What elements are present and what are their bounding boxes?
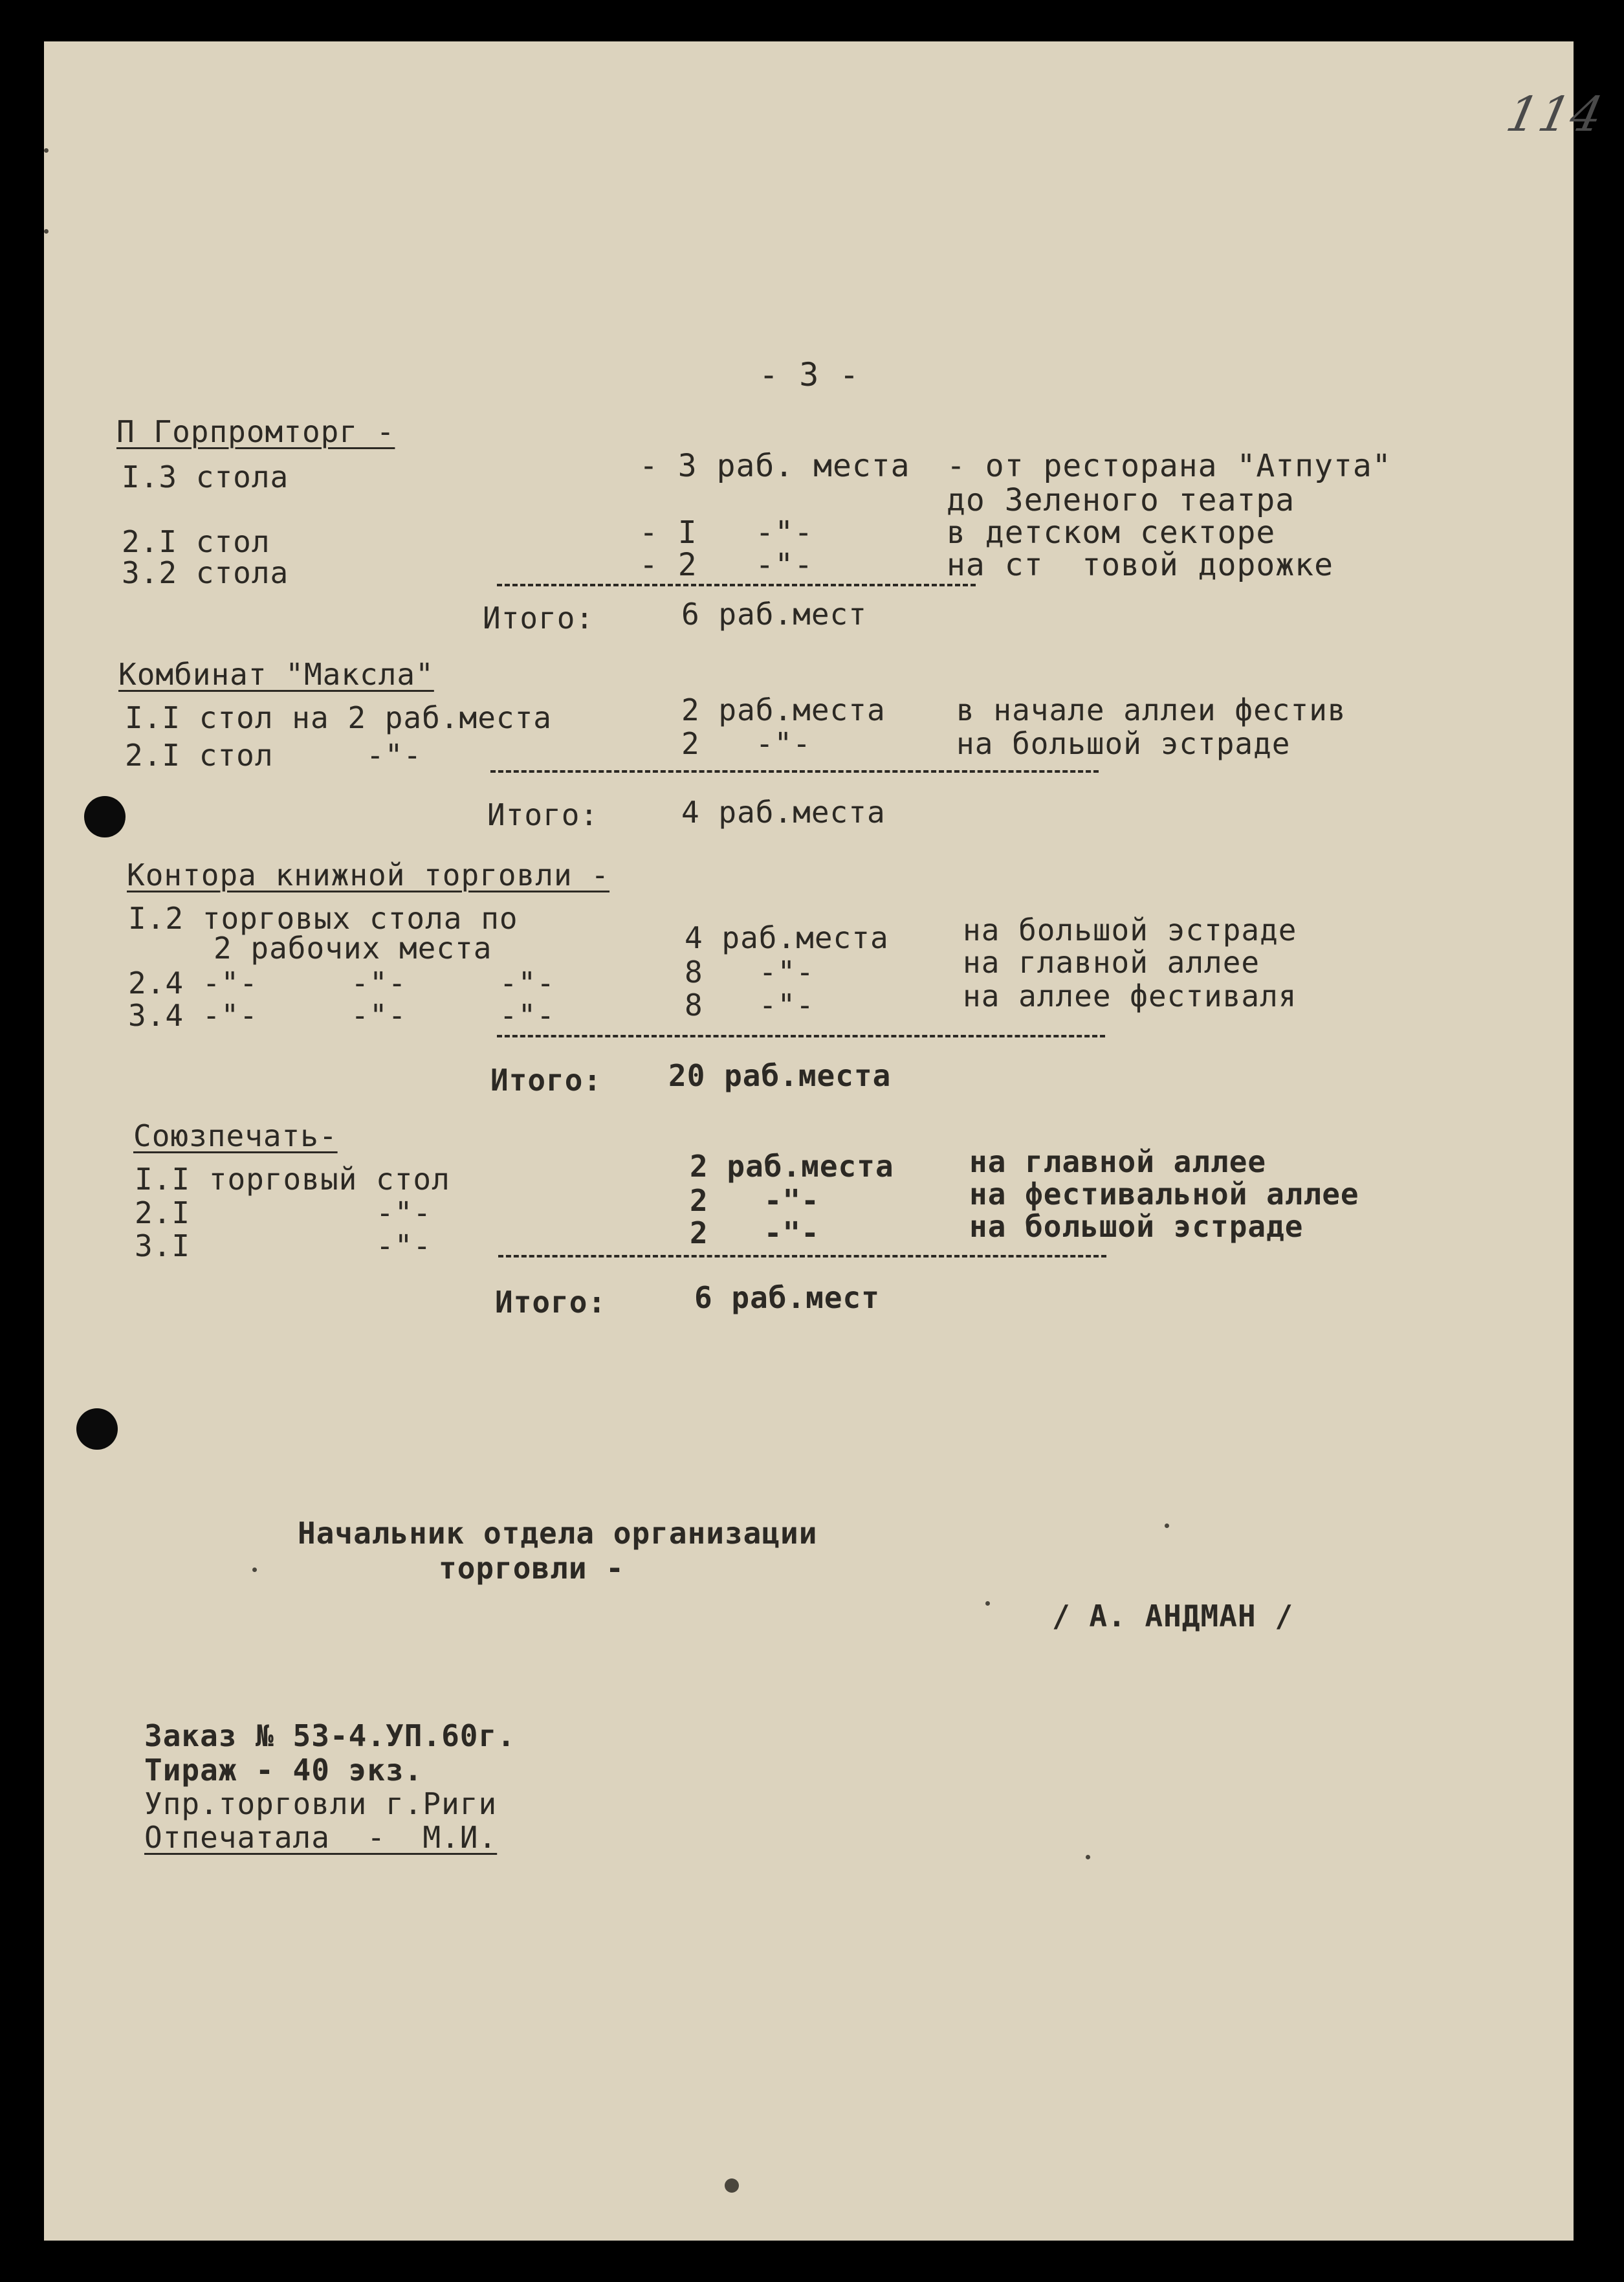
row-places: 2 раб.места <box>690 1149 894 1184</box>
row-location: на большой эстраде <box>956 726 1291 761</box>
row-location: на аллее фестиваля <box>963 979 1297 1014</box>
page-marker: - 3 - <box>759 356 860 393</box>
row-location: на ст товой дорожке <box>947 547 1333 583</box>
punch-hole <box>76 1408 118 1450</box>
section-title: Контора книжной торговли - <box>127 858 610 892</box>
footer-typed-by: Отпечатала - М.И. <box>144 1820 498 1855</box>
paper-speck <box>1086 1855 1090 1859</box>
row-location: на фестивальной аллее <box>969 1177 1359 1212</box>
row-item: 3.I -"- <box>135 1228 432 1263</box>
row-location: - от ресторана "Атпута" <box>947 448 1392 484</box>
row-places: 2 -"- <box>690 1215 820 1250</box>
section-title: Комбинат "Максла" <box>118 657 434 692</box>
separator-line <box>498 1255 1106 1257</box>
section-title: П Горпромторг - <box>116 414 395 449</box>
row-places: 2 раб.места <box>681 692 886 727</box>
row-places: - I -"- <box>639 515 814 551</box>
footer-order: Заказ № 53-4.УП.60г. <box>144 1718 516 1753</box>
document-page <box>44 41 1609 2241</box>
row-places: 8 -"- <box>685 955 815 990</box>
total-value: 6 раб.мест <box>681 597 867 632</box>
row-location: в начале аллеи фестив <box>956 692 1346 727</box>
row-item: 2.I стол <box>122 524 270 559</box>
signatory-title: Начальник отдела организации <box>298 1516 818 1551</box>
footer-print-run: Тираж - 40 экз. <box>144 1753 423 1788</box>
row-places: - 2 -"- <box>639 547 814 583</box>
row-location: на главной аллее <box>963 945 1260 980</box>
row-location: в детском секторе <box>947 515 1276 551</box>
handwritten-page-number: 114 <box>1501 87 1609 142</box>
paper-speck <box>44 148 49 153</box>
paper-speck <box>44 229 49 234</box>
row-location: на большой эстраде <box>963 913 1297 947</box>
paper-speck <box>985 1601 990 1606</box>
row-item: 3.4 -"- -"- -"- <box>128 998 555 1033</box>
row-location: на большой эстраде <box>969 1209 1304 1244</box>
paper-speck <box>725 2178 739 2193</box>
separator-line <box>497 584 976 586</box>
row-item: 2.4 -"- -"- -"- <box>128 966 555 1001</box>
row-places: 2 -"- <box>681 726 811 761</box>
row-item: I.I стол на 2 раб.места <box>125 700 552 735</box>
signatory-title: торговли - <box>439 1551 624 1586</box>
row-item: I.2 торговых стола по <box>128 901 518 936</box>
separator-line <box>490 770 1099 773</box>
row-location: на главной аллее <box>969 1144 1267 1179</box>
row-item: 2 рабочих места <box>214 931 492 966</box>
row-places: 4 раб.места <box>685 920 889 955</box>
footer-department: Упр.торговли г.Риги <box>144 1786 498 1821</box>
row-item: 3.2 стола <box>122 555 289 590</box>
total-label: Итого: <box>495 1285 607 1320</box>
row-places: 2 -"- <box>690 1183 820 1218</box>
total-label: Итого: <box>483 601 595 636</box>
total-label: Итого: <box>490 1063 602 1098</box>
row-places: 8 -"- <box>685 988 815 1023</box>
paper-speck <box>252 1567 257 1572</box>
total-value: 4 раб.места <box>681 795 886 830</box>
signatory-name: / А. АНДМАН / <box>1052 1599 1294 1634</box>
separator-line <box>497 1035 1105 1037</box>
section-title: Союзпечать- <box>133 1118 338 1153</box>
total-value: 6 раб.мест <box>694 1280 880 1315</box>
total-value: 20 раб.места <box>668 1058 892 1093</box>
row-location: до Зеленого театра <box>947 482 1295 518</box>
paper-speck <box>1165 1523 1169 1528</box>
row-item: 2.I -"- <box>135 1195 432 1230</box>
row-places: - 3 раб. места <box>639 448 910 484</box>
punch-hole <box>84 796 126 837</box>
row-item: I.I торговый стол <box>135 1162 450 1197</box>
row-item: I.3 стола <box>122 460 289 494</box>
row-item: 2.I стол -"- <box>125 738 422 773</box>
total-label: Итого: <box>487 797 599 832</box>
